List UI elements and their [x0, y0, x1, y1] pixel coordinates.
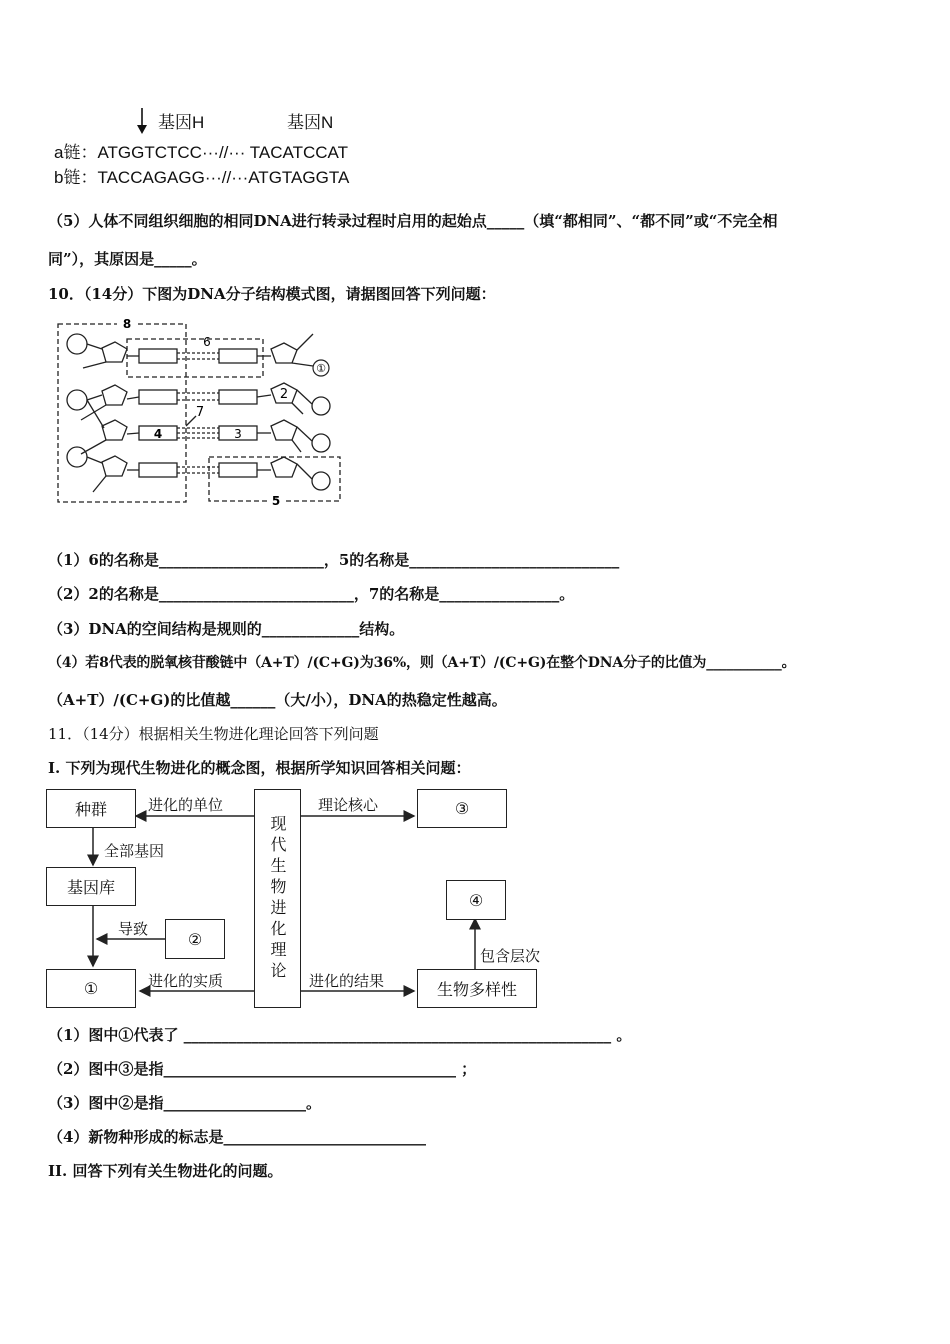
modern-evolution-theory-box [254, 789, 301, 1008]
dna-label-1: ① [316, 362, 326, 375]
arrow-down-icon [132, 106, 152, 136]
dna-label-5: 5 [271, 494, 281, 508]
core-label: 理论核心 [318, 796, 379, 814]
dna-label-3: 3 [234, 427, 242, 441]
all-genes-label: 全部基因 [104, 842, 165, 860]
q10-q3: （3）DNA的空间结构是规则的_____________结构。 [48, 620, 405, 638]
q10-q4b: （A+T）/(C+G)的比值越______（大/小），DNA的热稳定性越高。 [48, 691, 507, 709]
q11-part1: I. 下列为现代生物进化的概念图，根据所学知识回答相关问题： [48, 759, 471, 777]
blank-2-box: ② [165, 919, 225, 959]
dna-label-7: 7 [195, 405, 205, 420]
dna-label-4: 4 [153, 427, 163, 441]
biodiversity-box: 生物多样性 [417, 969, 537, 1008]
gene-pool-box: 基因库 [46, 867, 136, 906]
essence-label: 进化的实质 [148, 972, 224, 990]
dna-label-8: 8 [122, 317, 132, 331]
result-label: 进化的结果 [309, 972, 385, 990]
gene-n-label: 基因N [287, 113, 334, 132]
dna-label-6: 6 [203, 335, 211, 349]
dna-structure-diagram [55, 316, 350, 510]
q11-part2: II. 回答下列有关生物进化的问题。 [48, 1162, 283, 1180]
q10-q4: （4）若8代表的脱氧核苷酸链中（A+T）/(C+G)为36%，则（A+T）/(C+G)在整个DNA分子的比值为___________。 [48, 655, 796, 671]
strand-b: b链：TACCAGAGG···//···ATGTAGGTA [54, 168, 350, 187]
q11-q3: （3）图中②是指___________________。 [48, 1094, 321, 1112]
q10-q2: （2）2的名称是__________________________，7的名称是________________。 [48, 585, 575, 603]
blank-3-box: ③ [417, 789, 507, 828]
blank-1-box: ① [46, 969, 136, 1008]
dna-label-2: 2 [279, 387, 289, 402]
q11-q1: （1）图中①代表了 _________________________________________________________ 。 [48, 1026, 632, 1044]
cause-label: 导致 [118, 920, 149, 938]
strand-a: a链：ATGGTCTCC···//··· TACATCCAT [54, 143, 349, 162]
blank-4-box: ④ [446, 880, 506, 920]
q11-title: 11．（14分）根据相关生物进化理论回答下列问题 [48, 725, 379, 743]
q10-title: 10．（14分）下图为DNA分子结构模式图，请据图回答下列问题： [48, 285, 496, 303]
gene-h-label: 基因H [158, 113, 205, 132]
modern-evolution-theory-label: 现代生物进化理论 [268, 814, 287, 983]
levels-label: 包含层次 [480, 947, 541, 965]
q9-5-line1: （5）人体不同组织细胞的相同DNA进行转录过程时启用的起始点_____（填“都相同”、“都不同”或“不完全相 [48, 212, 778, 230]
population-box: 种群 [46, 789, 136, 828]
unit-label: 进化的单位 [148, 796, 224, 814]
q9-5-line2: 同”），其原因是_____。 [48, 250, 207, 268]
q11-q2: （2）图中③是指_______________________________________ ； [48, 1060, 477, 1078]
q11-q4: （4）新物种形成的标志是___________________________ [48, 1128, 426, 1146]
dna-box-6 [127, 339, 263, 377]
q10-q1: （1）6的名称是______________________，5的名称是____________________________ [48, 551, 620, 569]
